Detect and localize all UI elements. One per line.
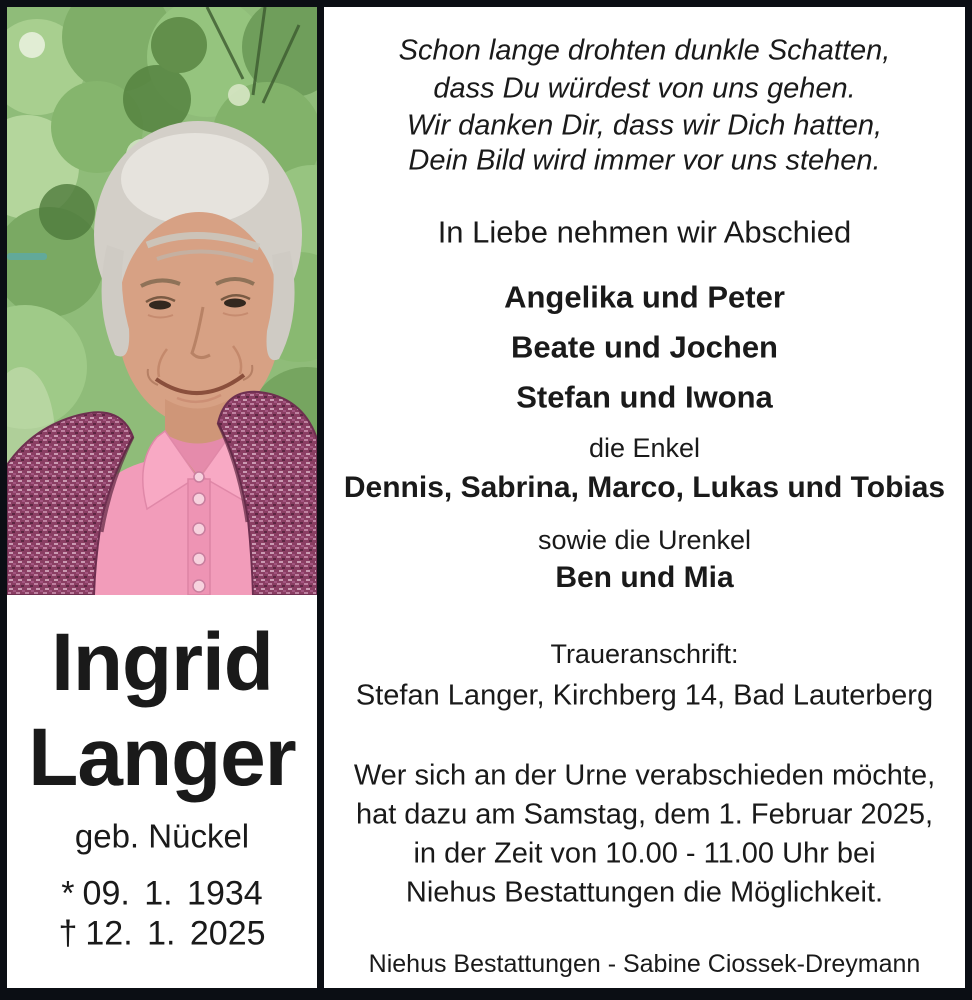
- grandchildren-label: die Enkel: [588, 432, 701, 463]
- poem-line: Schon lange drohten dunkle Schatten,: [398, 34, 891, 67]
- urn-farewell-line: Wer sich an der Urne verabschieden möchte,: [353, 759, 936, 792]
- family-names: Stefan und Iwona: [516, 379, 773, 415]
- death-date-line: [7, 915, 317, 954]
- poem-line: Dein Bild wird immer vor uns stehen.: [408, 144, 881, 177]
- poem-line: Wir danken Dir, dass wir Dich hatten,: [406, 109, 883, 142]
- portrait-illustration: [7, 7, 317, 595]
- mourning-address-label: Traueranschrift:: [550, 638, 739, 669]
- family-names: Beate und Jochen: [511, 329, 778, 365]
- poem-line: dass Du würdest von uns gehen.: [433, 72, 856, 105]
- farewell-intro: In Liebe nehmen wir Abschied: [437, 214, 852, 250]
- maiden-name: geb. Nückel: [74, 817, 250, 855]
- funeral-home-credit: Niehus Bestattungen - Sabine Ciossek-Dreymann: [368, 950, 921, 979]
- deceased-name-box: [7, 595, 317, 988]
- grandchildren-names: Dennis, Sabrina, Marco, Lukas und Tobias: [343, 471, 946, 505]
- urn-farewell-line: Niehus Bestattungen die Möglichkeit.: [405, 876, 884, 909]
- birth-date: 09. 1. 1934: [82, 874, 263, 913]
- birth-date-line: [7, 875, 317, 914]
- born-symbol: *: [61, 874, 75, 913]
- urn-farewell-line: in der Zeit von 10.00 - 11.00 Uhr bei: [413, 837, 876, 870]
- announcement-text: [324, 7, 965, 988]
- great-grandchildren-label: sowie die Urenkel: [537, 524, 752, 555]
- urn-farewell-line: hat dazu am Samstag, dem 1. Februar 2025,: [355, 798, 934, 831]
- dagger-symbol: †: [58, 914, 78, 953]
- death-date: 12. 1. 2025: [85, 914, 266, 953]
- mourning-address: Stefan Langer, Kirchberg 14, Bad Lauterberg: [355, 679, 934, 712]
- family-names: Angelika und Peter: [504, 279, 785, 315]
- great-grandchildren-names: Ben und Mia: [555, 561, 734, 595]
- portrait-photo: [7, 7, 317, 595]
- deceased-last-name: Langer: [28, 711, 296, 803]
- deceased-first-name: Ingrid: [51, 616, 273, 708]
